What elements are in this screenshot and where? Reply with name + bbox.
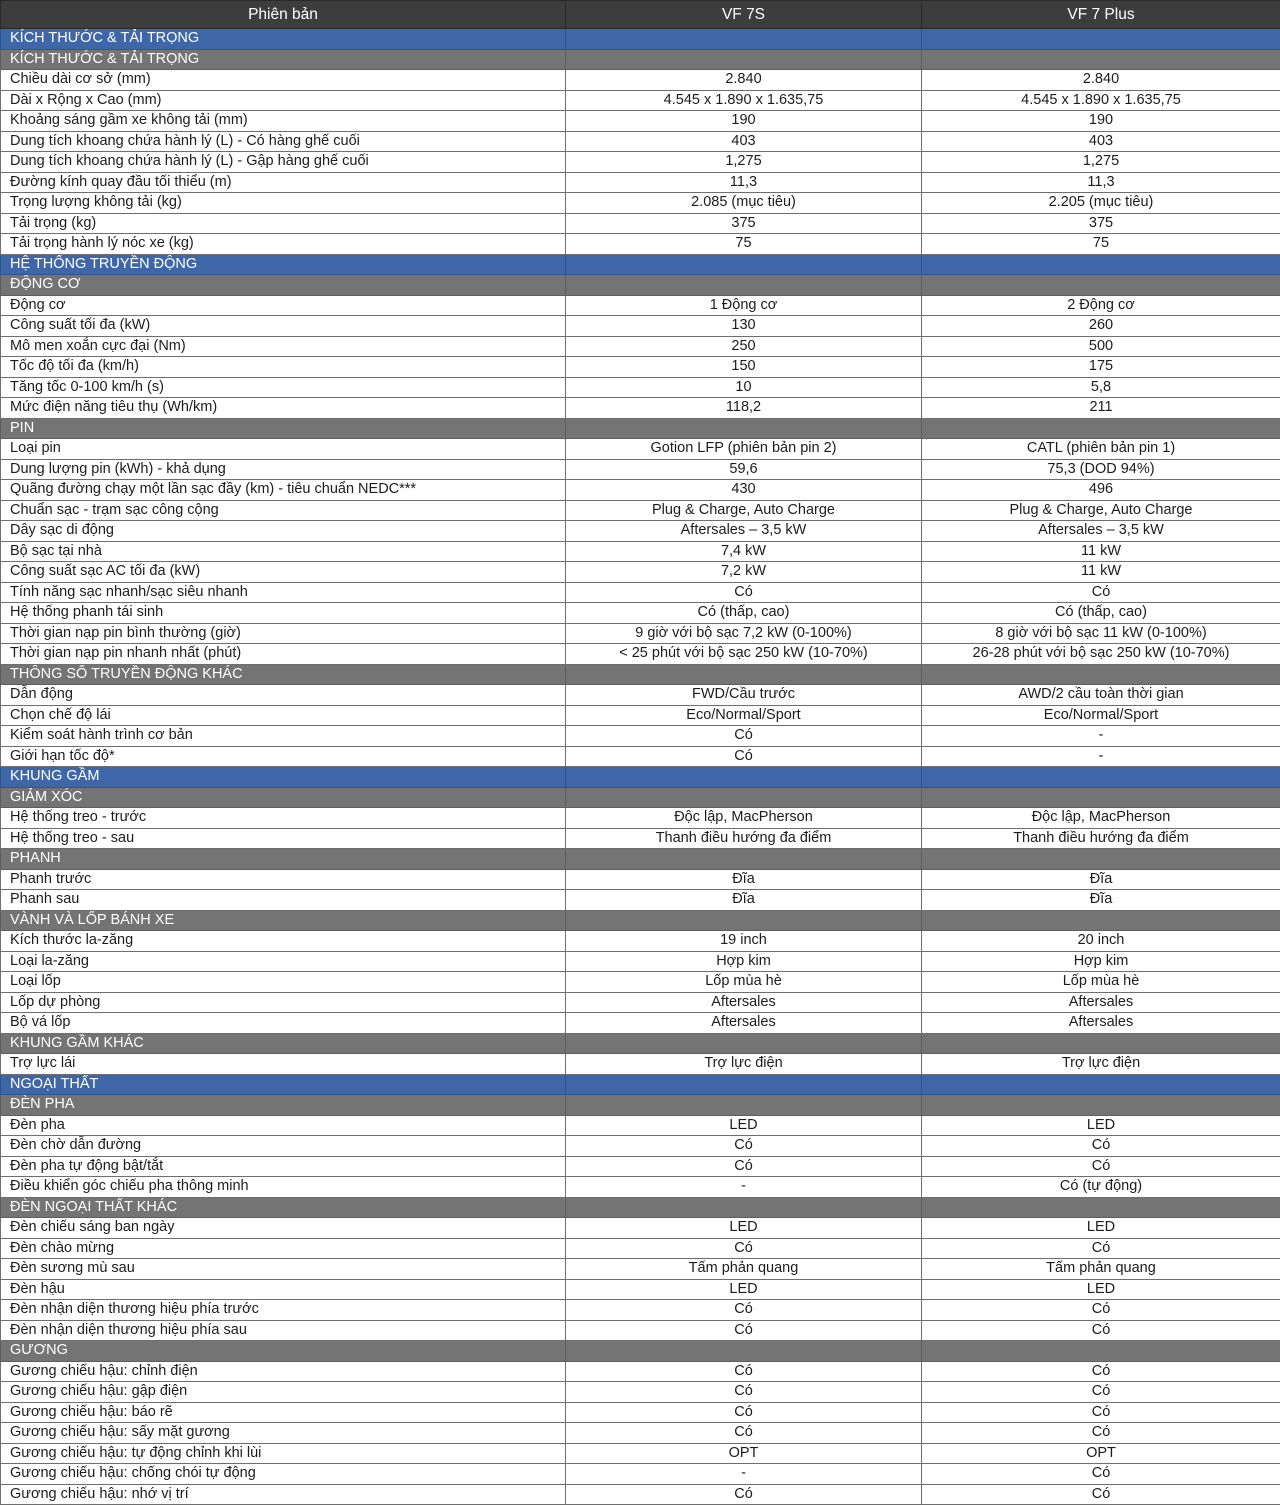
vf7s-value: LED — [566, 1218, 922, 1239]
empty-cell — [922, 1033, 1280, 1054]
vf7plus-value: 20 inch — [922, 931, 1280, 952]
vf7plus-value: - — [922, 726, 1280, 747]
empty-cell — [922, 767, 1280, 788]
table-row — [1, 562, 1280, 583]
vf7s-value: 7,2 kW — [566, 562, 922, 583]
vf7plus-value: 2.840 — [922, 70, 1280, 91]
empty-cell — [566, 1074, 922, 1095]
vf7s-value: 190 — [566, 111, 922, 132]
spec-label: Dung tích khoang chứa hành lý (L) - Gập hàng ghế cuối — [1, 152, 566, 173]
table-row — [1, 1238, 1280, 1259]
vf7s-value: 250 — [566, 336, 922, 357]
spec-label: Mô men xoắn cực đại (Nm) — [1, 336, 566, 357]
spec-label: Dung lượng pin (kWh) - khả dụng — [1, 459, 566, 480]
vf7s-value: Đĩa — [566, 890, 922, 911]
spec-label: Thời gian nạp pin nhanh nhất (phút) — [1, 644, 566, 665]
vf7plus-value: 1,275 — [922, 152, 1280, 173]
vf7plus-value: 11,3 — [922, 172, 1280, 193]
empty-cell — [566, 1341, 922, 1362]
spec-label: Mức điện năng tiêu thụ (Wh/km) — [1, 398, 566, 419]
vf7plus-value: 2 Động cơ — [922, 295, 1280, 316]
vf7plus-value: 403 — [922, 131, 1280, 152]
vf7s-value: Có — [566, 1238, 922, 1259]
spec-label: Gương chiếu hậu: báo rẽ — [1, 1402, 566, 1423]
spec-label: Đèn pha tự động bật/tắt — [1, 1156, 566, 1177]
empty-cell — [566, 767, 922, 788]
vf7plus-value: Lốp mùa hè — [922, 972, 1280, 993]
vf7plus-value: 4.545 x 1.890 x 1.635,75 — [922, 90, 1280, 111]
subsection-header-row — [1, 275, 1280, 296]
subsection-title: ĐÈN PHA — [1, 1095, 566, 1116]
empty-cell — [566, 910, 922, 931]
spec-label: Bộ sạc tại nhà — [1, 541, 566, 562]
spec-label: Đèn chờ dẫn đường — [1, 1136, 566, 1157]
subsection-header-row — [1, 49, 1280, 70]
table-row — [1, 1156, 1280, 1177]
vf7s-value: 118,2 — [566, 398, 922, 419]
spec-label: Dài x Rộng x Cao (mm) — [1, 90, 566, 111]
table-row — [1, 1136, 1280, 1157]
spec-label: Đèn nhận diện thương hiệu phía trước — [1, 1300, 566, 1321]
subsection-header-row — [1, 1341, 1280, 1362]
subsection-title: GƯƠNG — [1, 1341, 566, 1362]
empty-cell — [566, 849, 922, 870]
subsection-title: ĐÈN NGOẠI THẤT KHÁC — [1, 1197, 566, 1218]
vf7s-value: 10 — [566, 377, 922, 398]
empty-cell — [566, 254, 922, 275]
empty-cell — [922, 849, 1280, 870]
header-vf7s: VF 7S — [566, 1, 922, 29]
spec-label: Phanh sau — [1, 890, 566, 911]
vf7s-value: 4.545 x 1.890 x 1.635,75 — [566, 90, 922, 111]
vf7s-value: Có — [566, 726, 922, 747]
vf7s-value: 403 — [566, 131, 922, 152]
vf7plus-value: 75,3 (DOD 94%) — [922, 459, 1280, 480]
spec-label: Động cơ — [1, 295, 566, 316]
vf7s-value: 75 — [566, 234, 922, 255]
empty-cell — [566, 275, 922, 296]
table-row — [1, 1259, 1280, 1280]
empty-cell — [566, 418, 922, 439]
vf7plus-value: Tấm phản quang — [922, 1259, 1280, 1280]
spec-label: Quãng đường chạy một lần sạc đầy (km) - tiêu chuẩn NEDC*** — [1, 480, 566, 501]
subsection-title: KHUNG GẦM KHÁC — [1, 1033, 566, 1054]
spec-label: Chiều dài cơ sở (mm) — [1, 70, 566, 91]
vf7s-value: - — [566, 1464, 922, 1485]
empty-cell — [566, 1033, 922, 1054]
vf7s-value: Aftersales — [566, 992, 922, 1013]
table-row — [1, 70, 1280, 91]
vf7plus-value: 500 — [922, 336, 1280, 357]
vf7plus-value: Có — [922, 1238, 1280, 1259]
spec-label: Kích thước la-zăng — [1, 931, 566, 952]
vf7s-value: Hợp kim — [566, 951, 922, 972]
vf7s-value: 59,6 — [566, 459, 922, 480]
vf7s-value: OPT — [566, 1443, 922, 1464]
header-version: Phiên bản — [1, 1, 566, 29]
table-row — [1, 295, 1280, 316]
vf7plus-value: 175 — [922, 357, 1280, 378]
table-row — [1, 992, 1280, 1013]
spec-label: Dung tích khoang chứa hành lý (L) - Có hàng ghế cuối — [1, 131, 566, 152]
empty-cell — [922, 664, 1280, 685]
vf7plus-value: 496 — [922, 480, 1280, 501]
table-row — [1, 480, 1280, 501]
table-header — [1, 1, 1280, 29]
spec-label: Trợ lực lái — [1, 1054, 566, 1075]
vf7plus-value: LED — [922, 1279, 1280, 1300]
empty-cell — [566, 29, 922, 50]
vf7plus-value: 190 — [922, 111, 1280, 132]
spec-label: Tăng tốc 0-100 km/h (s) — [1, 377, 566, 398]
vf7plus-value: Plug & Charge, Auto Charge — [922, 500, 1280, 521]
empty-cell — [922, 1095, 1280, 1116]
spec-label: Gương chiếu hậu: tự động chỉnh khi lùi — [1, 1443, 566, 1464]
table-row — [1, 972, 1280, 993]
spec-label: Trọng lượng không tải (kg) — [1, 193, 566, 214]
section-header-row — [1, 1074, 1280, 1095]
vf7s-value: Có — [566, 1382, 922, 1403]
vf7plus-value: Có — [922, 1300, 1280, 1321]
spec-label: Chuẩn sạc - trạm sạc công cộng — [1, 500, 566, 521]
subsection-title: ĐỘNG CƠ — [1, 275, 566, 296]
spec-label: Điều khiển góc chiếu pha thông minh — [1, 1177, 566, 1198]
table-row — [1, 377, 1280, 398]
table-row — [1, 152, 1280, 173]
vf7s-value: Thanh điều hướng đa điểm — [566, 828, 922, 849]
vf7s-value: Có — [566, 1156, 922, 1177]
empty-cell — [922, 254, 1280, 275]
table-row — [1, 1484, 1280, 1505]
empty-cell — [922, 49, 1280, 70]
spec-label: Công suất sạc AC tối đa (kW) — [1, 562, 566, 583]
vf7s-value: Có — [566, 1402, 922, 1423]
vf7s-value: Có — [566, 1136, 922, 1157]
vf7plus-value: Có — [922, 1156, 1280, 1177]
section-header-row — [1, 767, 1280, 788]
section-header-row — [1, 254, 1280, 275]
table-row — [1, 1279, 1280, 1300]
vf7s-value: Trợ lực điện — [566, 1054, 922, 1075]
vf7s-value: Có — [566, 1361, 922, 1382]
vf7plus-value: 260 — [922, 316, 1280, 337]
vf7s-value: 2.840 — [566, 70, 922, 91]
spec-label: Bộ vá lốp — [1, 1013, 566, 1034]
table-row — [1, 951, 1280, 972]
spec-label: Dây sạc di động — [1, 521, 566, 542]
empty-cell — [566, 787, 922, 808]
spec-label: Loại pin — [1, 439, 566, 460]
vf7plus-value: Aftersales — [922, 1013, 1280, 1034]
header-vf7plus: VF 7 Plus — [922, 1, 1280, 29]
vf7plus-value: CATL (phiên bản pin 1) — [922, 439, 1280, 460]
empty-cell — [566, 49, 922, 70]
spec-label: Phanh trước — [1, 869, 566, 890]
vf7s-value: LED — [566, 1115, 922, 1136]
vf7plus-value: Có — [922, 1484, 1280, 1505]
table-row — [1, 1443, 1280, 1464]
vf7s-value: 130 — [566, 316, 922, 337]
header-row — [1, 1, 1280, 29]
table-row — [1, 890, 1280, 911]
vf7plus-value: 375 — [922, 213, 1280, 234]
spec-label: Gương chiếu hậu: sấy mặt gương — [1, 1423, 566, 1444]
subsection-title: THÔNG SỐ TRUYỀN ĐỘNG KHÁC — [1, 664, 566, 685]
table-row — [1, 1423, 1280, 1444]
spec-label: Đèn chào mừng — [1, 1238, 566, 1259]
vf7plus-value: Có — [922, 582, 1280, 603]
vf7s-value: Có — [566, 582, 922, 603]
spec-label: Tải trọng hành lý nóc xe (kg) — [1, 234, 566, 255]
spec-label: Lốp dự phòng — [1, 992, 566, 1013]
table-row — [1, 1320, 1280, 1341]
table-row — [1, 1115, 1280, 1136]
vf7s-value: LED — [566, 1279, 922, 1300]
table-row — [1, 1382, 1280, 1403]
vf7s-value: Plug & Charge, Auto Charge — [566, 500, 922, 521]
table-row — [1, 172, 1280, 193]
vf7s-value: 1,275 — [566, 152, 922, 173]
vf7plus-value: 11 kW — [922, 562, 1280, 583]
vf7plus-value: Thanh điều hướng đa điểm — [922, 828, 1280, 849]
vf7s-value: Tấm phản quang — [566, 1259, 922, 1280]
vf7s-value: Có — [566, 1423, 922, 1444]
table-row — [1, 828, 1280, 849]
section-header-row — [1, 29, 1280, 50]
empty-cell — [922, 275, 1280, 296]
table-row — [1, 603, 1280, 624]
subsection-header-row — [1, 664, 1280, 685]
subsection-title: PHANH — [1, 849, 566, 870]
table-row — [1, 931, 1280, 952]
spec-label: Chọn chế độ lái — [1, 705, 566, 726]
subsection-header-row — [1, 1095, 1280, 1116]
vf7s-value: 1 Động cơ — [566, 295, 922, 316]
table-row — [1, 869, 1280, 890]
subsection-header-row — [1, 418, 1280, 439]
empty-cell — [566, 1095, 922, 1116]
vf7plus-value: Eco/Normal/Sport — [922, 705, 1280, 726]
subsection-header-row — [1, 849, 1280, 870]
table-row — [1, 131, 1280, 152]
vf7plus-value: Độc lập, MacPherson — [922, 808, 1280, 829]
subsection-header-row — [1, 787, 1280, 808]
table-row — [1, 90, 1280, 111]
vf7plus-value: Đĩa — [922, 890, 1280, 911]
table-row — [1, 521, 1280, 542]
table-row — [1, 1464, 1280, 1485]
section-title: NGOẠI THẤT — [1, 1074, 566, 1095]
vf7s-value: 19 inch — [566, 931, 922, 952]
spec-label: Công suất tối đa (kW) — [1, 316, 566, 337]
spec-label: Loại lốp — [1, 972, 566, 993]
table-row — [1, 1402, 1280, 1423]
spec-label: Đèn chiếu sáng ban ngày — [1, 1218, 566, 1239]
vf7plus-value: Hợp kim — [922, 951, 1280, 972]
vf7plus-value: LED — [922, 1218, 1280, 1239]
empty-cell — [922, 910, 1280, 931]
vf7plus-value: Aftersales – 3,5 kW — [922, 521, 1280, 542]
table-row — [1, 234, 1280, 255]
empty-cell — [922, 418, 1280, 439]
table-row — [1, 726, 1280, 747]
table-row — [1, 398, 1280, 419]
table-row — [1, 316, 1280, 337]
vf7s-value: < 25 phút với bộ sạc 250 kW (10-70%) — [566, 644, 922, 665]
vf7plus-value: Có (tự động) — [922, 1177, 1280, 1198]
spec-label: Gương chiếu hậu: gập điện — [1, 1382, 566, 1403]
vf7plus-value: - — [922, 746, 1280, 767]
empty-cell — [922, 1341, 1280, 1362]
vf7plus-value: 11 kW — [922, 541, 1280, 562]
table-row — [1, 644, 1280, 665]
spec-label: Đèn hậu — [1, 1279, 566, 1300]
vf7plus-value: Có — [922, 1402, 1280, 1423]
table-row — [1, 500, 1280, 521]
vf7s-value: Có — [566, 1300, 922, 1321]
vf7plus-value: 2.205 (mục tiêu) — [922, 193, 1280, 214]
table-row — [1, 623, 1280, 644]
table-row — [1, 439, 1280, 460]
vf7plus-value: 8 giờ với bộ sạc 11 kW (0-100%) — [922, 623, 1280, 644]
vf7s-value: Eco/Normal/Sport — [566, 705, 922, 726]
vf7plus-value: AWD/2 cầu toàn thời gian — [922, 685, 1280, 706]
vf7s-value: Lốp mùa hè — [566, 972, 922, 993]
empty-cell — [566, 664, 922, 685]
empty-cell — [922, 29, 1280, 50]
subsection-title: PIN — [1, 418, 566, 439]
subsection-title: KÍCH THƯỚC & TẢI TRỌNG — [1, 49, 566, 70]
table-body — [1, 29, 1280, 1505]
empty-cell — [922, 1197, 1280, 1218]
spec-label: Hệ thống treo - trước — [1, 808, 566, 829]
spec-label: Kiểm soát hành trình cơ bản — [1, 726, 566, 747]
table-row — [1, 111, 1280, 132]
spec-label: Gương chiếu hậu: chống chói tự động — [1, 1464, 566, 1485]
spec-label: Thời gian nạp pin bình thường (giờ) — [1, 623, 566, 644]
table-row — [1, 459, 1280, 480]
section-title: KÍCH THƯỚC & TẢI TRỌNG — [1, 29, 566, 50]
vf7plus-value: 211 — [922, 398, 1280, 419]
vf7plus-value: Aftersales — [922, 992, 1280, 1013]
spec-label: Hệ thống treo - sau — [1, 828, 566, 849]
spec-label: Đèn nhận diện thương hiệu phía sau — [1, 1320, 566, 1341]
table-row — [1, 213, 1280, 234]
vf7plus-value: LED — [922, 1115, 1280, 1136]
vf7plus-value: OPT — [922, 1443, 1280, 1464]
section-title: HỆ THỐNG TRUYỀN ĐỘNG — [1, 254, 566, 275]
vf7s-value: FWD/Cầu trước — [566, 685, 922, 706]
table-row — [1, 193, 1280, 214]
vf7plus-value: Có — [922, 1423, 1280, 1444]
table-row — [1, 1300, 1280, 1321]
subsection-header-row — [1, 1033, 1280, 1054]
vf7s-value: 375 — [566, 213, 922, 234]
table-row — [1, 336, 1280, 357]
table-row — [1, 705, 1280, 726]
spec-label: Giới hạn tốc độ* — [1, 746, 566, 767]
vf7s-value: 150 — [566, 357, 922, 378]
spec-label: Tốc độ tối đa (km/h) — [1, 357, 566, 378]
spec-label: Hệ thống phanh tái sinh — [1, 603, 566, 624]
subsection-header-row — [1, 1197, 1280, 1218]
vf7s-value: Có (thấp, cao) — [566, 603, 922, 624]
spec-label: Khoảng sáng gầm xe không tải (mm) — [1, 111, 566, 132]
empty-cell — [922, 1074, 1280, 1095]
vf7s-value: Độc lập, MacPherson — [566, 808, 922, 829]
table-row — [1, 1218, 1280, 1239]
table-row — [1, 1013, 1280, 1034]
vf7s-value: 7,4 kW — [566, 541, 922, 562]
section-title: KHUNG GẦM — [1, 767, 566, 788]
spec-label: Đèn pha — [1, 1115, 566, 1136]
table-row — [1, 1177, 1280, 1198]
vf7s-value: Có — [566, 1320, 922, 1341]
spec-label: Loại la-zăng — [1, 951, 566, 972]
vf7plus-value: 75 — [922, 234, 1280, 255]
subsection-header-row — [1, 910, 1280, 931]
vf7plus-value: Đĩa — [922, 869, 1280, 890]
vf7plus-value: Có — [922, 1136, 1280, 1157]
vf7s-value: 2.085 (mục tiêu) — [566, 193, 922, 214]
table-row — [1, 746, 1280, 767]
spec-label: Tải trọng (kg) — [1, 213, 566, 234]
vf7plus-value: 26-28 phút với bộ sạc 250 kW (10-70%) — [922, 644, 1280, 665]
spec-label: Gương chiếu hậu: nhớ vị trí — [1, 1484, 566, 1505]
table-row — [1, 808, 1280, 829]
vf7s-value: 430 — [566, 480, 922, 501]
empty-cell — [922, 787, 1280, 808]
vf7s-value: Gotion LFP (phiên bản pin 2) — [566, 439, 922, 460]
vf7s-value: Aftersales – 3,5 kW — [566, 521, 922, 542]
table-row — [1, 685, 1280, 706]
table-row — [1, 541, 1280, 562]
vf7plus-value: Trợ lực điện — [922, 1054, 1280, 1075]
spec-label: Dẫn động — [1, 685, 566, 706]
vf7s-value: Có — [566, 746, 922, 767]
spec-label: Đèn sương mù sau — [1, 1259, 566, 1280]
vf7plus-value: Có (thấp, cao) — [922, 603, 1280, 624]
vf7s-value: Đĩa — [566, 869, 922, 890]
vf7plus-value: Có — [922, 1361, 1280, 1382]
spec-label: Đường kính quay đầu tối thiểu (m) — [1, 172, 566, 193]
vf7plus-value: Có — [922, 1382, 1280, 1403]
vf7s-value: 9 giờ với bộ sạc 7,2 kW (0-100%) — [566, 623, 922, 644]
subsection-title: GIẢM XÓC — [1, 787, 566, 808]
spec-label: Tính năng sạc nhanh/sạc siêu nhanh — [1, 582, 566, 603]
vf7plus-value: Có — [922, 1320, 1280, 1341]
table-row — [1, 357, 1280, 378]
vf7s-value: 11,3 — [566, 172, 922, 193]
vf7s-value: Aftersales — [566, 1013, 922, 1034]
vf7plus-value: Có — [922, 1464, 1280, 1485]
table-row — [1, 1054, 1280, 1075]
vf7plus-value: 5,8 — [922, 377, 1280, 398]
table-row — [1, 582, 1280, 603]
subsection-title: VÀNH VÀ LỐP BÁNH XE — [1, 910, 566, 931]
vf7s-value: - — [566, 1177, 922, 1198]
spec-label: Gương chiếu hậu: chỉnh điện — [1, 1361, 566, 1382]
empty-cell — [566, 1197, 922, 1218]
vf7s-value: Có — [566, 1484, 922, 1505]
table-row — [1, 1361, 1280, 1382]
